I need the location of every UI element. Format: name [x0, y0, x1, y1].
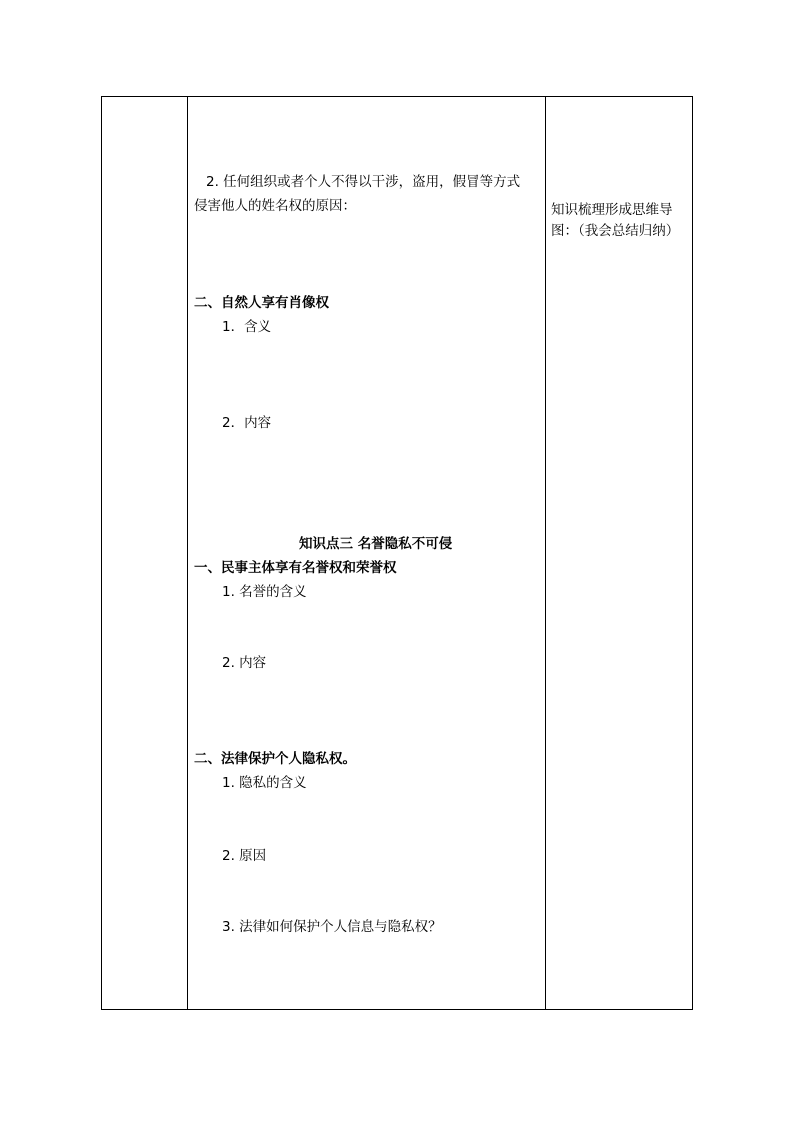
- mindmap-note-line2: 图：（我会总结归纳）: [551, 223, 680, 239]
- item2-line2: 侵害他人的姓名权的原因：: [194, 198, 356, 214]
- kp3-section2-item3: 3. 法律如何保护个人信息与隐私权？: [222, 919, 442, 935]
- item2-line1: 2. 任何组织或者个人不得以干涉，盗用，假冒等方式: [206, 174, 521, 190]
- column-divider-left: [187, 97, 188, 1009]
- section2-heading: 二、自然人享有肖像权: [194, 295, 329, 311]
- knowledge-point3-title: 知识点三 名誉隐私不可侵: [299, 536, 453, 552]
- worksheet-table: [101, 96, 693, 1010]
- column-divider-right: [545, 97, 546, 1009]
- kp3-section1-heading: 一、民事主体享有名誉权和荣誉权: [194, 560, 397, 576]
- kp3-section2-heading: 二、法律保护个人隐私权。: [194, 751, 356, 767]
- kp3-section1-item2: 2. 内容: [222, 655, 267, 671]
- mindmap-note-line1: 知识梳理形成思维导: [551, 202, 673, 218]
- section2-item2: 2．内容: [222, 415, 272, 431]
- kp3-section2-item1: 1. 隐私的含义: [222, 775, 307, 791]
- kp3-section2-item2: 2. 原因: [222, 848, 267, 864]
- section2-item1: 1．含义: [222, 319, 272, 335]
- kp3-section1-item1: 1. 名誉的含义: [222, 584, 307, 600]
